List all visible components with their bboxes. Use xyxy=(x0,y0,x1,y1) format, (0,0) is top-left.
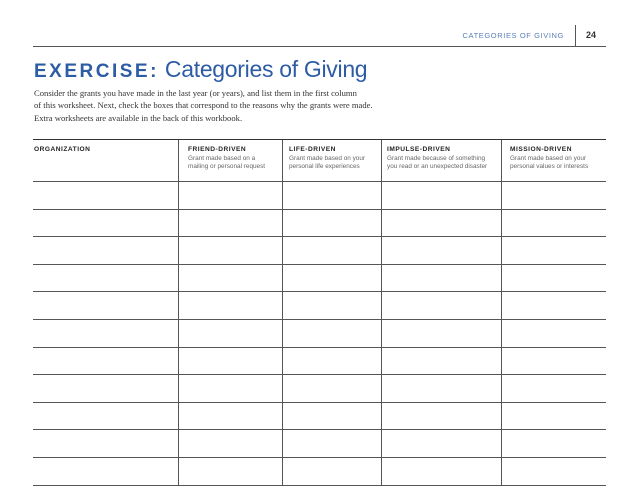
section-title: CATEGORIES OF GIVING xyxy=(462,31,564,40)
header-divider xyxy=(575,25,576,47)
exercise-title: Categories of Giving xyxy=(164,56,368,82)
table-row xyxy=(33,375,606,403)
column-divider-mission-driven xyxy=(501,210,502,237)
column-divider-mission-driven xyxy=(501,348,502,375)
table-row xyxy=(33,265,606,293)
column-divider-impulse-driven xyxy=(381,210,382,237)
table-row xyxy=(33,320,606,348)
column-divider-friend-driven xyxy=(178,210,179,237)
column-divider-life-driven xyxy=(282,403,283,430)
table-row xyxy=(33,237,606,265)
column-description: Grant made based on your personal life experiences xyxy=(289,155,366,171)
column-description: Grant made based on your personal values or interests xyxy=(510,155,589,171)
column-divider-life-driven xyxy=(282,320,283,347)
column-divider-mission-driven xyxy=(501,237,502,264)
column-divider-mission-driven xyxy=(501,375,502,402)
column-label: LIFE-DRIVEN xyxy=(289,146,336,153)
column-divider-life-driven xyxy=(282,292,283,319)
column-divider-life-driven xyxy=(282,375,283,402)
column-divider-mission-driven xyxy=(501,403,502,430)
column-divider-mission-driven xyxy=(501,430,502,457)
column-divider-impulse-driven xyxy=(381,292,382,319)
column-divider-impulse-driven xyxy=(381,182,382,209)
column-label: ORGANIZATION xyxy=(34,146,91,153)
column-label: FRIEND-DRIVEN xyxy=(188,146,247,153)
column-divider-impulse-driven xyxy=(381,430,382,457)
instructions xyxy=(34,87,454,124)
column-description: Grant made because of something you read or an unexpected disaster xyxy=(387,155,488,171)
exercise-label: EXERCISE: xyxy=(34,61,159,82)
column-divider-mission-driven xyxy=(501,320,502,347)
column-divider-friend-driven xyxy=(178,403,179,430)
column-divider-mission-driven xyxy=(501,292,502,319)
instruction-line: Extra worksheets are available in the back of this workbook. xyxy=(34,112,243,123)
column-header-mission-driven xyxy=(510,146,606,171)
column-description: Grant made based on a mailing or personal request xyxy=(188,155,266,171)
column-divider-impulse-driven xyxy=(381,375,382,402)
table-row xyxy=(33,182,606,210)
column-divider-impulse-driven xyxy=(381,458,382,485)
page-title xyxy=(34,58,367,81)
header-divider-mission-driven xyxy=(501,140,502,181)
table-body xyxy=(33,182,606,486)
column-divider-friend-driven xyxy=(178,458,179,485)
column-divider-life-driven xyxy=(282,348,283,375)
column-divider-life-driven xyxy=(282,430,283,457)
giving-worksheet-table xyxy=(33,139,606,486)
column-divider-friend-driven xyxy=(178,430,179,457)
column-divider-mission-driven xyxy=(501,265,502,292)
column-header-life-driven xyxy=(289,146,389,171)
column-divider-impulse-driven xyxy=(381,348,382,375)
column-divider-life-driven xyxy=(282,237,283,264)
page-number: 24 xyxy=(586,30,597,40)
table-header xyxy=(33,139,606,182)
header-divider-friend-driven xyxy=(178,140,179,181)
column-divider-friend-driven xyxy=(178,237,179,264)
column-divider-friend-driven xyxy=(178,320,179,347)
column-divider-friend-driven xyxy=(178,182,179,209)
column-label: MISSION-DRIVEN xyxy=(510,146,572,153)
instruction-line: of this worksheet. Next, check the boxes that correspond to the reasons why the grants were made. xyxy=(34,100,373,111)
column-divider-life-driven xyxy=(282,182,283,209)
header-divider-impulse-driven xyxy=(381,140,382,181)
column-divider-life-driven xyxy=(282,265,283,292)
column-divider-life-driven xyxy=(282,210,283,237)
column-divider-friend-driven xyxy=(178,348,179,375)
column-divider-friend-driven xyxy=(178,265,179,292)
table-row xyxy=(33,403,606,431)
column-header-organization xyxy=(34,146,174,153)
column-divider-impulse-driven xyxy=(381,403,382,430)
column-header-friend-driven xyxy=(188,146,288,171)
instruction-line: Consider the grants you have made in the last year (or years), and list them in the first column xyxy=(34,88,357,98)
column-divider-friend-driven xyxy=(178,292,179,319)
table-row xyxy=(33,210,606,238)
column-label: IMPULSE-DRIVEN xyxy=(387,146,451,153)
table-row xyxy=(33,458,606,486)
column-divider-mission-driven xyxy=(501,458,502,485)
column-header-impulse-driven xyxy=(387,146,509,171)
column-divider-impulse-driven xyxy=(381,237,382,264)
column-divider-impulse-driven xyxy=(381,265,382,292)
column-divider-impulse-driven xyxy=(381,320,382,347)
column-divider-mission-driven xyxy=(501,182,502,209)
column-divider-friend-driven xyxy=(178,375,179,402)
table-row xyxy=(33,348,606,376)
column-divider-life-driven xyxy=(282,458,283,485)
header-divider-life-driven xyxy=(282,140,283,181)
table-row xyxy=(33,292,606,320)
table-row xyxy=(33,430,606,458)
header-rule xyxy=(33,46,606,47)
